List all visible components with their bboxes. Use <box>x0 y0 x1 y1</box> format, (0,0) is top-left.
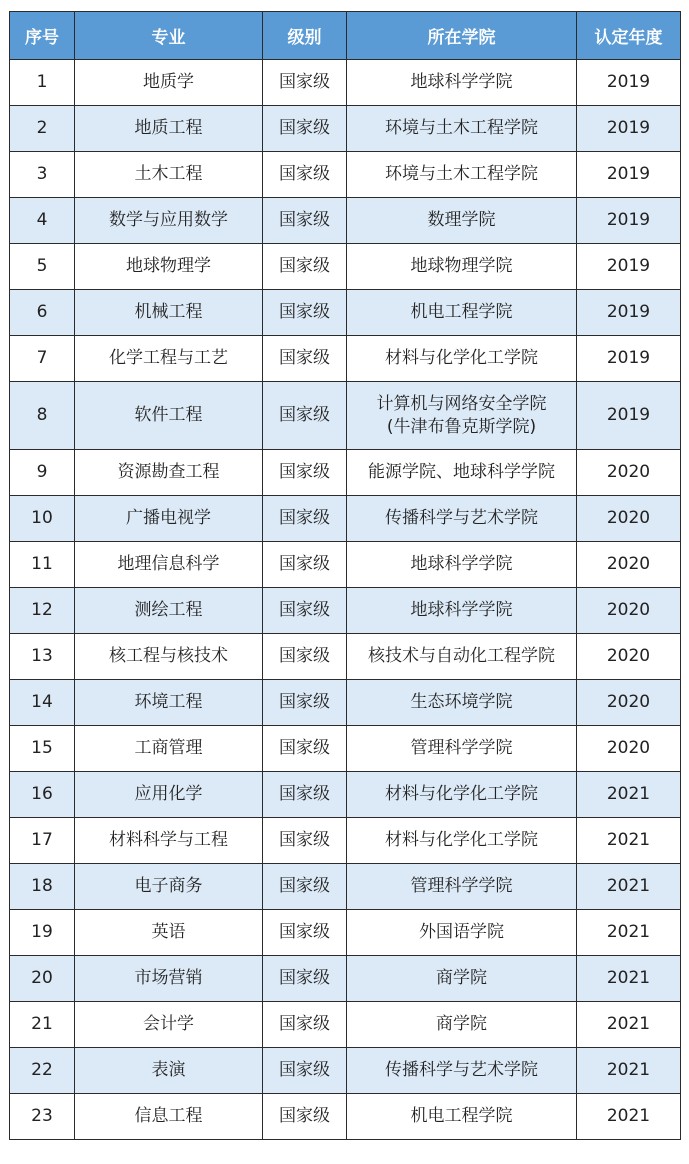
cell-major: 土木工程 <box>75 152 263 198</box>
cell-year: 2020 <box>577 634 681 680</box>
cell-index: 17 <box>10 818 75 864</box>
table-row <box>10 588 681 634</box>
cell-major: 地理信息科学 <box>75 542 263 588</box>
table-row <box>10 818 681 864</box>
cell-year: 2019 <box>577 290 681 336</box>
cell-level: 国家级 <box>263 634 347 680</box>
cell-index: 9 <box>10 450 75 496</box>
cell-level: 国家级 <box>263 864 347 910</box>
cell-year: 2021 <box>577 818 681 864</box>
cell-index: 10 <box>10 496 75 542</box>
cell-index: 15 <box>10 726 75 772</box>
cell-year: 2019 <box>577 198 681 244</box>
cell-index: 7 <box>10 336 75 382</box>
cell-major: 环境工程 <box>75 680 263 726</box>
cell-level: 国家级 <box>263 588 347 634</box>
cell-college: 核技术与自动化工程学院 <box>347 634 577 680</box>
cell-year: 2019 <box>577 382 681 450</box>
cell-major: 地球物理学 <box>75 244 263 290</box>
header-level: 级别 <box>263 12 347 60</box>
cell-college: 管理科学学院 <box>347 726 577 772</box>
cell-year: 2021 <box>577 910 681 956</box>
cell-index: 5 <box>10 244 75 290</box>
table-row <box>10 60 681 106</box>
cell-major: 材料科学与工程 <box>75 818 263 864</box>
cell-college: 材料与化学化工学院 <box>347 336 577 382</box>
cell-college: 能源学院、地球科学学院 <box>347 450 577 496</box>
cell-level: 国家级 <box>263 1048 347 1094</box>
cell-major: 测绘工程 <box>75 588 263 634</box>
cell-level: 国家级 <box>263 680 347 726</box>
table-row <box>10 726 681 772</box>
cell-major: 资源勘查工程 <box>75 450 263 496</box>
cell-level: 国家级 <box>263 496 347 542</box>
cell-major: 地质工程 <box>75 106 263 152</box>
cell-level: 国家级 <box>263 336 347 382</box>
cell-college: 机电工程学院 <box>347 290 577 336</box>
header-year: 认定年度 <box>577 12 681 60</box>
table-row <box>10 772 681 818</box>
cell-index: 12 <box>10 588 75 634</box>
cell-major: 会计学 <box>75 1002 263 1048</box>
cell-major: 广播电视学 <box>75 496 263 542</box>
cell-college: 地球科学学院 <box>347 542 577 588</box>
table-row <box>10 910 681 956</box>
cell-college: 商学院 <box>347 956 577 1002</box>
cell-year: 2020 <box>577 496 681 542</box>
cell-year: 2021 <box>577 772 681 818</box>
cell-level: 国家级 <box>263 956 347 1002</box>
table-row <box>10 634 681 680</box>
cell-index: 4 <box>10 198 75 244</box>
table-row <box>10 336 681 382</box>
majors-table <box>9 11 681 1140</box>
table-row <box>10 1002 681 1048</box>
cell-level: 国家级 <box>263 1002 347 1048</box>
cell-college: 环境与土木工程学院 <box>347 152 577 198</box>
cell-level: 国家级 <box>263 450 347 496</box>
cell-level: 国家级 <box>263 910 347 956</box>
table-row <box>10 382 681 450</box>
cell-year: 2019 <box>577 106 681 152</box>
cell-index: 2 <box>10 106 75 152</box>
cell-index: 14 <box>10 680 75 726</box>
cell-major: 英语 <box>75 910 263 956</box>
cell-year: 2021 <box>577 1002 681 1048</box>
cell-college: 地球科学学院 <box>347 60 577 106</box>
table-row <box>10 680 681 726</box>
cell-index: 1 <box>10 60 75 106</box>
cell-college: 计算机与网络安全学院 (牛津布鲁克斯学院) <box>347 382 577 450</box>
cell-level: 国家级 <box>263 244 347 290</box>
cell-college: 材料与化学化工学院 <box>347 818 577 864</box>
cell-major: 软件工程 <box>75 382 263 450</box>
cell-index: 20 <box>10 956 75 1002</box>
table-row <box>10 864 681 910</box>
table-row <box>10 152 681 198</box>
cell-college: 地球科学学院 <box>347 588 577 634</box>
cell-major: 电子商务 <box>75 864 263 910</box>
cell-college: 数理学院 <box>347 198 577 244</box>
cell-college: 生态环境学院 <box>347 680 577 726</box>
cell-college: 机电工程学院 <box>347 1094 577 1140</box>
cell-index: 18 <box>10 864 75 910</box>
cell-level: 国家级 <box>263 290 347 336</box>
cell-college: 环境与土木工程学院 <box>347 106 577 152</box>
cell-index: 16 <box>10 772 75 818</box>
cell-year: 2020 <box>577 680 681 726</box>
cell-year: 2021 <box>577 956 681 1002</box>
cell-year: 2020 <box>577 726 681 772</box>
table-row <box>10 290 681 336</box>
table-row <box>10 496 681 542</box>
cell-year: 2020 <box>577 588 681 634</box>
cell-level: 国家级 <box>263 60 347 106</box>
cell-major: 应用化学 <box>75 772 263 818</box>
cell-year: 2019 <box>577 336 681 382</box>
cell-level: 国家级 <box>263 726 347 772</box>
header-index: 序号 <box>10 12 75 60</box>
table-header-row <box>10 12 681 60</box>
cell-year: 2021 <box>577 864 681 910</box>
cell-major: 工商管理 <box>75 726 263 772</box>
cell-major: 数学与应用数学 <box>75 198 263 244</box>
cell-level: 国家级 <box>263 1094 347 1140</box>
cell-index: 6 <box>10 290 75 336</box>
majors-table-container <box>9 11 681 1140</box>
table-row <box>10 542 681 588</box>
table-row <box>10 198 681 244</box>
header-college: 所在学院 <box>347 12 577 60</box>
table-row <box>10 1048 681 1094</box>
cell-index: 23 <box>10 1094 75 1140</box>
cell-college: 管理科学学院 <box>347 864 577 910</box>
cell-year: 2020 <box>577 542 681 588</box>
cell-major: 机械工程 <box>75 290 263 336</box>
cell-college: 地球物理学院 <box>347 244 577 290</box>
cell-index: 11 <box>10 542 75 588</box>
cell-college: 商学院 <box>347 1002 577 1048</box>
cell-major: 地质学 <box>75 60 263 106</box>
cell-major: 核工程与核技术 <box>75 634 263 680</box>
table-row <box>10 244 681 290</box>
cell-major: 表演 <box>75 1048 263 1094</box>
cell-level: 国家级 <box>263 106 347 152</box>
cell-index: 22 <box>10 1048 75 1094</box>
cell-major: 市场营销 <box>75 956 263 1002</box>
cell-college: 传播科学与艺术学院 <box>347 496 577 542</box>
table-body <box>10 60 681 1140</box>
cell-year: 2019 <box>577 244 681 290</box>
cell-college: 材料与化学化工学院 <box>347 772 577 818</box>
cell-year: 2021 <box>577 1048 681 1094</box>
cell-college: 外国语学院 <box>347 910 577 956</box>
cell-level: 国家级 <box>263 542 347 588</box>
cell-index: 8 <box>10 382 75 450</box>
cell-major: 化学工程与工艺 <box>75 336 263 382</box>
cell-major: 信息工程 <box>75 1094 263 1140</box>
cell-college: 传播科学与艺术学院 <box>347 1048 577 1094</box>
cell-level: 国家级 <box>263 198 347 244</box>
table-row <box>10 106 681 152</box>
cell-year: 2021 <box>577 1094 681 1140</box>
table-row <box>10 450 681 496</box>
cell-year: 2019 <box>577 60 681 106</box>
cell-level: 国家级 <box>263 772 347 818</box>
cell-index: 19 <box>10 910 75 956</box>
table-row <box>10 956 681 1002</box>
cell-level: 国家级 <box>263 152 347 198</box>
cell-index: 21 <box>10 1002 75 1048</box>
cell-index: 13 <box>10 634 75 680</box>
cell-level: 国家级 <box>263 818 347 864</box>
table-row <box>10 1094 681 1140</box>
cell-year: 2020 <box>577 450 681 496</box>
cell-year: 2019 <box>577 152 681 198</box>
header-major: 专业 <box>75 12 263 60</box>
cell-level: 国家级 <box>263 382 347 450</box>
cell-index: 3 <box>10 152 75 198</box>
